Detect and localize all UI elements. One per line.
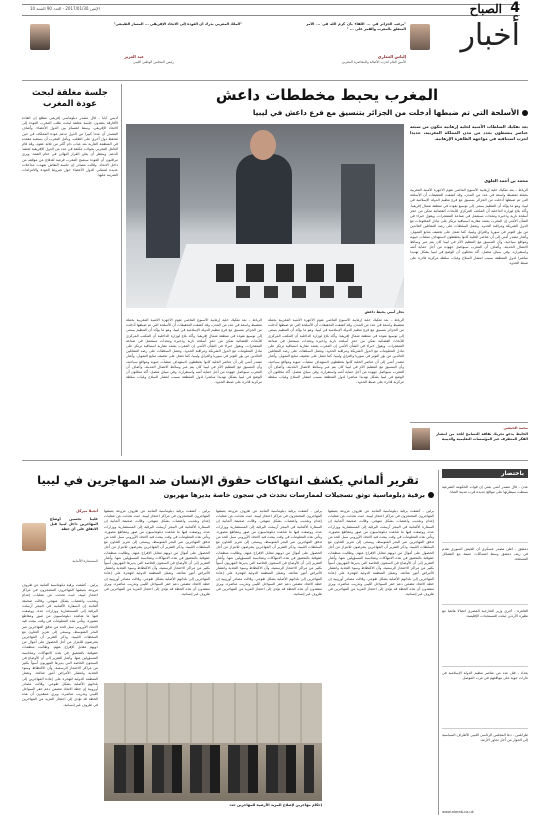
main-body-col1: الرباط – بعد تفكيك خلية إرهابية الأسبوع الماضي تقوم الأجهزة الأمنية المغربية بحملة تمشيط واسعة في عدد من المدن، وقد كشفت التحقيقات أن الأسلحة التي تم ضبطها أدخلت من الجزائر بتنسيق مع فرع تنظيم الدولة الإسلامية في ليبيا، وهو ما يؤكد أن التنظيم يسعى إلى توسيع نفوذه في منطقة شمال إفريقيا. وأكد بلاغ لوزارة الداخلية أن المكتب المركزي للأبحاث القضائية تمكن من حجز أسلحة نارية وذخيرة ومعدات تستعمل في صناعة المتفجرات. ويقول خبراء في الشأن الأمني إن المغرب يعتمد مقاربة استباقية ترتكز على تبادل المعلومات مع الدول الشريكة ومراقبة الحدود. وتعمل السلطات على رصد المقاتلين العائدين من بؤر التوتر في سوريا والعراق وليبيا، كما تعمل على تجفيف منابع التمويل. وأشار مصدر أمني إلى أن عناصر الخلية كانوا يخططون لاستهداف منشآت حيوية ومواقع سياحية، وأن التنسيق مع التنظيم الأم في ليبيا كان يتم عبر وسائط الاتصال الحديثة. وأضاف أن المغرب سيواصل جهوده من أجل حماية أمنه واستقراره. وفي سياق متصل، أكد محللون أن الوضع في ليبيا يشكل تهديدا مباشرا لدول المنطقة بسبب انتشار السلاح وغياب سلطة مركزية قادرة على ضبط الحدود.	[410, 188, 528, 265]
figure-left	[146, 158, 180, 258]
side-body: أديس أبابا - قال مصدر دبلوماسي إفريقي مطلع إن القادة الأفارقة يعقدون جلسة مغلقة لبحث طلب المغرب العودة إلى الاتحاد الإفريقي، وسط انقسام بين الدول الأعضاء. وأضاف المصدر أن عددا كبيرا من الدول تدعم عودة المملكة، في حين تتحفظ دول أخرى على الطلب. ويأمل المغرب أن يستعيد مقعده في المنظمة القارية بعد غياب دام أكثر من ثلاثة عقود، وقد قام العاهل المغربي بجولات مكثفة في عدد من الدول الإفريقية لحشد الدعم. وينتظر أن يعلن القرار النهائي في ختام القمة. ويرى مراقبون أن العودة ستمنح المغرب فرصة للدفاع عن موقفه من داخل الاتحاد. وقالت مصادر إن جلسة النقاش شهدت مداخلات عديدة لممثلي الدول الأعضاء حول شروط العودة والالتزامات المترتبة عليها.	[22, 116, 118, 178]
header	[0, 0, 550, 82]
main-body-col2: الرباط – بعد تفكيك خلية إرهابية الأسبوع الماضي تقوم الأجهزة الأمنية المغربية بحملة تمشيط واسعة في عدد من المدن، وقد كشفت التحقيقات أن الأسلحة التي تم ضبطها أدخلت من الجزائر بتنسيق مع فرع تنظيم الدولة الإسلامية في ليبيا، وهو ما يؤكد أن التنظيم يسعى إلى توسيع نفوذه في منطقة شمال إفريقيا. وأكد بلاغ لوزارة الداخلية أن المكتب المركزي للأبحاث القضائية تمكن من حجز أسلحة نارية وذخيرة ومعدات تستعمل في صناعة المتفجرات. ويقول خبراء في الشأن الأمني إن المغرب يعتمد مقاربة استباقية ترتكز على تبادل المعلومات مع الدول الشريكة ومراقبة الحدود. وتعمل السلطات على رصد المقاتلين العائدين من بؤر التوتر في سوريا والعراق وليبيا، كما تعمل على تجفيف منابع التمويل. وأشار مصدر أمني إلى أن عناصر الخلية كانوا يخططون لاستهداف منشآت حيوية ومواقع سياحية، وأن التنسيق مع التنظيم الأم في ليبيا كان يتم عبر وسائط الاتصال الحديثة. وأضاف أن المغرب سيواصل جهوده من أجل حماية أمنه واستقراره. وفي سياق متصل، أكد محللون أن الوضع في ليبيا يشكل تهديدا مباشرا لدول المنطقة بسبب انتشار السلاح وغياب سلطة مركزية قادرة على ضبط الحدود.	[268, 318, 404, 385]
second-inset	[22, 509, 98, 579]
quote-right-text: "يرغب الجزائر في ... اللقاء بأن كرم الله في ... الأمر المتعلق بالمغرب والقمر على ... "	[306, 22, 406, 32]
divider	[22, 80, 528, 81]
brief-item: طرابلس - دعا المجلس الرئاسي الليبي الأطراف السياسية إلى الحوار من أجل تجاوز الأزمة.	[442, 733, 528, 743]
divider	[438, 470, 439, 815]
main-body-col3: الرباط – بعد تفكيك خلية إرهابية الأسبوع الماضي تقوم الأجهزة الأمنية المغربية بحملة تمشيط واسعة في عدد من المدن، وقد كشفت التحقيقات أن الأسلحة التي تم ضبطها أدخلت من الجزائر بتنسيق مع فرع تنظيم الدولة الإسلامية في ليبيا، وهو ما يؤكد أن التنظيم يسعى إلى توسيع نفوذه في منطقة شمال إفريقيا. وأكد بلاغ لوزارة الداخلية أن المكتب المركزي للأبحاث القضائية تمكن من حجز أسلحة نارية وذخيرة ومعدات تستعمل في صناعة المتفجرات. ويقول خبراء في الشأن الأمني إن المغرب يعتمد مقاربة استباقية ترتكز على تبادل المعلومات مع الدول الشريكة ومراقبة الحدود. وتعمل السلطات على رصد المقاتلين العائدين من بؤر التوتر في سوريا والعراق وليبيا، كما تعمل على تجفيف منابع التمويل. وأشار مصدر أمني إلى أن عناصر الخلية كانوا يخططون لاستهداف منشآت حيوية ومواقع سياحية، وأن التنسيق مع التنظيم الأم في ليبيا كان يتم عبر وسائط الاتصال الحديثة. وأضاف أن المغرب سيواصل جهوده من أجل حماية أمنه واستقراره. وفي سياق متصل، أكد محللون أن الوضع في ليبيا يشكل تهديدا مباشرا لدول المنطقة بسبب انتشار السلاح وغياب سلطة مركزية قادرة على ضبط الحدود.	[126, 318, 262, 385]
weapons-row	[216, 264, 366, 282]
brief-item: عدن - قال مصدر أمني يمني إن قوات الحكومة الشرعية بسطت سيطرتها على مواقع جديدة قرب مدينة المخا.	[442, 485, 528, 543]
main-byline: محمد بن أحمد العلوي	[484, 178, 528, 183]
second-story	[22, 463, 434, 818]
second-headline: تقرير ألماني يكشف انتهاكات حقوق الإنسان ضد المهاجرين في ليبيا	[37, 473, 419, 487]
quote-left-text: "الملك المغربي يدرك أن العودة إلى الاتحاد الإفريقي ... المسار الطبيعي"	[113, 22, 242, 26]
bullet-icon	[522, 110, 528, 116]
dateline: الإثنين 2017/01/30 - العدد 90 السنة 10	[30, 6, 100, 11]
quote-right-role: الأمين العام لحزب الأصالة والمعاصرة المغربي	[341, 60, 406, 64]
main-intro: يعد تفكيك السلطات الأمنية لخلية إرهابية تتكون من سبعة عناصر ينشطون بعدد من مدن المملكة المغربية، جديدا لحرب استباقية في مواجهة الظاهرة الإرهابية.	[410, 124, 528, 141]
main-inset-name: محمد الحبشي	[503, 426, 528, 430]
main-story	[126, 84, 528, 460]
divider	[22, 460, 528, 461]
officer-head	[250, 130, 276, 160]
avatar	[22, 523, 46, 551]
weapons-row	[236, 286, 376, 298]
main-subhead	[126, 108, 528, 117]
second-body-col1: برلين - كشفت برقية دبلوماسية ألمانية عن ظروف مروعة يعيشها المهاجرون المحتجزون في مراكز احتجاز ليبية، حيث تحدثت عن عمليات إعدام وتعذيب واغتصاب بشكل منهجي. وقالت صحيفة ألمانية إن السفارة الألمانية في النيجر أرسلت البرقية إلى المستشارية ووزارات عدة، ووصفت فيها ما شاهده دبلوماسيون من صور ومقاطع مصورة. وتأتي هذه المعلومات في وقت يبحث فيه الاتحاد الأوروبي سبل الحد من تدفق المهاجرين عبر البحر المتوسط، ويسعى إلى تعزيز التعاون مع السلطات الليبية. وذكر التقرير أن المهاجرين يتعرضون للابتزاز من أجل الحصول على أموال من ذويهم مقابل الإفراج عنهم. وطالبت منظمات حقوقية بالتحقيق في هذه الانتهاكات ومحاسبة المسؤولين عنها. وأشار التقرير إلى أن الأوضاع في السجون الخاصة التي يديرها المهربون أسوأ بكثير من مراكز الاحتجاز الرسمية، وأن الاكتظاظ وسوء التغذية وانتشار الأمراض أمور شائعة. وتعمل المنظمة الدولية للهجرة على إعادة المهاجرين إلى بلدانهم الأصلية بشكل طوعي. وقالت مصادر أوروبية إن خطة الاتحاد تتضمن دعم خفر السواحل الليبي وتدريب عناصره. ويرى منتقدون أن هذه الخطة قد تؤدي إلى احتجاز المزيد من المهاجرين في ظروف غير إنسانية.	[328, 509, 434, 597]
section-title: أخبار	[460, 18, 520, 53]
quote-left-role: رئيس المجلس الوطني الليبي	[133, 60, 174, 64]
quote-right	[300, 20, 430, 76]
second-photo	[104, 683, 322, 801]
main-inset	[410, 422, 528, 458]
building-wall	[104, 683, 322, 743]
migrants-group	[114, 745, 314, 793]
divider	[121, 84, 122, 456]
brief-item: القاهرة - أجرى وزير الخارجية المصري اتصالا هاتفيا مع نظيره الأردني لبحث المستجدات الإقليمية.	[442, 609, 528, 667]
second-body-col2: برلين - كشفت برقية دبلوماسية ألمانية عن ظروف مروعة يعيشها المهاجرون المحتجزون في مراكز احتجاز ليبية، حيث تحدثت عن عمليات إعدام وتعذيب واغتصاب بشكل منهجي. وقالت صحيفة ألمانية إن السفارة الألمانية في النيجر أرسلت البرقية إلى المستشارية ووزارات عدة، ووصفت فيها ما شاهده دبلوماسيون من صور ومقاطع مصورة. وتأتي هذه المعلومات في وقت يبحث فيه الاتحاد الأوروبي سبل الحد من تدفق المهاجرين عبر البحر المتوسط، ويسعى إلى تعزيز التعاون مع السلطات الليبية. وذكر التقرير أن المهاجرين يتعرضون للابتزاز من أجل الحصول على أموال من ذويهم مقابل الإفراج عنهم. وطالبت منظمات حقوقية بالتحقيق في هذه الانتهاكات ومحاسبة المسؤولين عنها. وأشار التقرير إلى أن الأوضاع في السجون الخاصة التي يديرها المهربون أسوأ بكثير من مراكز الاحتجاز الرسمية، وأن الاكتظاظ وسوء التغذية وانتشار الأمراض أمور شائعة. وتعمل المنظمة الدولية للهجرة على إعادة المهاجرين إلى بلدانهم الأصلية بشكل طوعي. وقالت مصادر أوروبية إن خطة الاتحاد تتضمن دعم خفر السواحل الليبي وتدريب عناصره. ويرى منتقدون أن هذه الخطة قد تؤدي إلى احتجاز المزيد من المهاجرين في ظروف غير إنسانية.	[216, 509, 322, 597]
briefs-list	[442, 485, 528, 783]
avatar	[30, 24, 50, 50]
avatar	[410, 24, 430, 50]
brief-item: دمشق - أعلن مصدر عسكري أن الجيش السوري تقدم في ريف دمشق وسط اشتباكات عنيفة مع الفصائل المسلحة.	[442, 547, 528, 605]
avatar	[412, 428, 430, 450]
second-body-col3: برلين - كشفت برقية دبلوماسية ألمانية عن ظروف مروعة يعيشها المهاجرون المحتجزون في مراكز احتجاز ليبية، حيث تحدثت عن عمليات إعدام وتعذيب واغتصاب بشكل منهجي. وقالت صحيفة ألمانية إن السفارة الألمانية في النيجر أرسلت البرقية إلى المستشارية ووزارات عدة، ووصفت فيها ما شاهده دبلوماسيون من صور ومقاطع مصورة. وتأتي هذه المعلومات في وقت يبحث فيه الاتحاد الأوروبي سبل الحد من تدفق المهاجرين عبر البحر المتوسط، ويسعى إلى تعزيز التعاون مع السلطات الليبية. وذكر التقرير أن المهاجرين يتعرضون للابتزاز من أجل الحصول على أموال من ذويهم مقابل الإفراج عنهم. وطالبت منظمات حقوقية بالتحقيق في هذه الانتهاكات ومحاسبة المسؤولين عنها. وأشار التقرير إلى أن الأوضاع في السجون الخاصة التي يديرها المهربون أسوأ بكثير من مراكز الاحتجاز الرسمية، وأن الاكتظاظ وسوء التغذية وانتشار الأمراض أمور شائعة. وتعمل المنظمة الدولية للهجرة على إعادة المهاجرين إلى بلدانهم الأصلية بشكل طوعي. وقالت مصادر أوروبية إن خطة الاتحاد تتضمن دعم خفر السواحل الليبي وتدريب عناصره. ويرى منتقدون أن هذه الخطة قد تؤدي إلى احتجاز المزيد من المهاجرين في ظروف غير إنسانية.	[104, 509, 210, 597]
bullet-icon	[428, 492, 434, 498]
main-inset-quote: الخليط يدعو تحريك ثقافة التسامح للحد من انتشار الفكر المتطرف عبر المؤسسات التعليمية والدينية	[436, 432, 528, 442]
side-headline: جلسة مغلقة لبحث عودة المغرب	[32, 88, 108, 109]
main-photo-caption: تجار أمني يحبط داعش	[364, 310, 404, 314]
quote-left	[30, 20, 245, 76]
briefs	[442, 463, 528, 818]
side-column	[22, 84, 118, 460]
logo: الصباح	[469, 2, 502, 16]
second-subhead-text: برقية دبلوماسية توثق تسجيلات لممارسات تحدث في سجون خاصة يديرها مهربون	[163, 491, 425, 499]
second-inset-label: أنجيلا ميركل	[76, 509, 98, 513]
quote-left-name: عبد العزيز	[124, 54, 144, 59]
main-subhead-text: الأسلحة التي تم ضبطها أدخلت من الجزائر بتنسيق مع فرع داعش في ليبيا	[252, 108, 519, 117]
second-subhead	[22, 491, 434, 499]
second-inset-quote: علينا تحسين أوضاع المهاجرين داخل ليبيا قبل الاتفاق على أي خطة	[50, 517, 98, 532]
briefs-header: باختصار	[442, 469, 528, 478]
second-photo-caption: إحكام مهاجرين لإصلاح المزيد الأرضية للمهاجرين جدد	[229, 803, 322, 807]
main-headline: المغرب يحبط مخططات داعش	[215, 86, 439, 104]
second-body-col-left: برلين - كشفت برقية دبلوماسية ألمانية عن ظروف مروعة يعيشها المهاجرون المحتجزون في مراكز احتجاز ليبية، حيث تحدثت عن عمليات إعدام وتعذيب واغتصاب بشكل منهجي. وقالت صحيفة ألمانية إن السفارة الألمانية في النيجر أرسلت البرقية إلى المستشارية ووزارات عدة، ووصفت فيها ما شاهده دبلوماسيون من صور ومقاطع مصورة. وتأتي هذه المعلومات في وقت يبحث فيه الاتحاد الأوروبي سبل الحد من تدفق المهاجرين عبر البحر المتوسط، ويسعى إلى تعزيز التعاون مع السلطات الليبية. وذكر التقرير أن المهاجرين يتعرضون للابتزاز من أجل الحصول على أموال من ذويهم مقابل الإفراج عنهم. وطالبت منظمات حقوقية بالتحقيق في هذه الانتهاكات ومحاسبة المسؤولين عنها. وأشار التقرير إلى أن الأوضاع في السجون الخاصة التي يديرها المهربون أسوأ بكثير من مراكز الاحتجاز الرسمية، وأن الاكتظاظ وسوء التغذية وانتشار الأمراض أمور شائعة. وتعمل المنظمة الدولية للهجرة على إعادة المهاجرين إلى بلدانهم الأصلية بشكل طوعي. وقالت مصادر أوروبية إن خطة الاتحاد تتضمن دعم خفر السواحل الليبي وتدريب عناصره. ويرى منتقدون أن هذه الخطة قد تؤدي إلى احتجاز المزيد من المهاجرين في ظروف غير إنسانية.	[22, 583, 98, 707]
briefs-url[interactable]: www.alarab.co.uk	[442, 810, 474, 814]
page-number: 4	[510, 0, 520, 16]
second-inset-role: المستشارة الألمانية	[72, 559, 98, 563]
main-photo	[126, 124, 404, 308]
quote-right-name: إلياس العماري	[377, 54, 406, 59]
brief-item: بغداد - قتل عدد من عناصر تنظيم الدولة الإسلامية في غارات جوية على مواقعهم في غرب الموصل.	[442, 671, 528, 729]
